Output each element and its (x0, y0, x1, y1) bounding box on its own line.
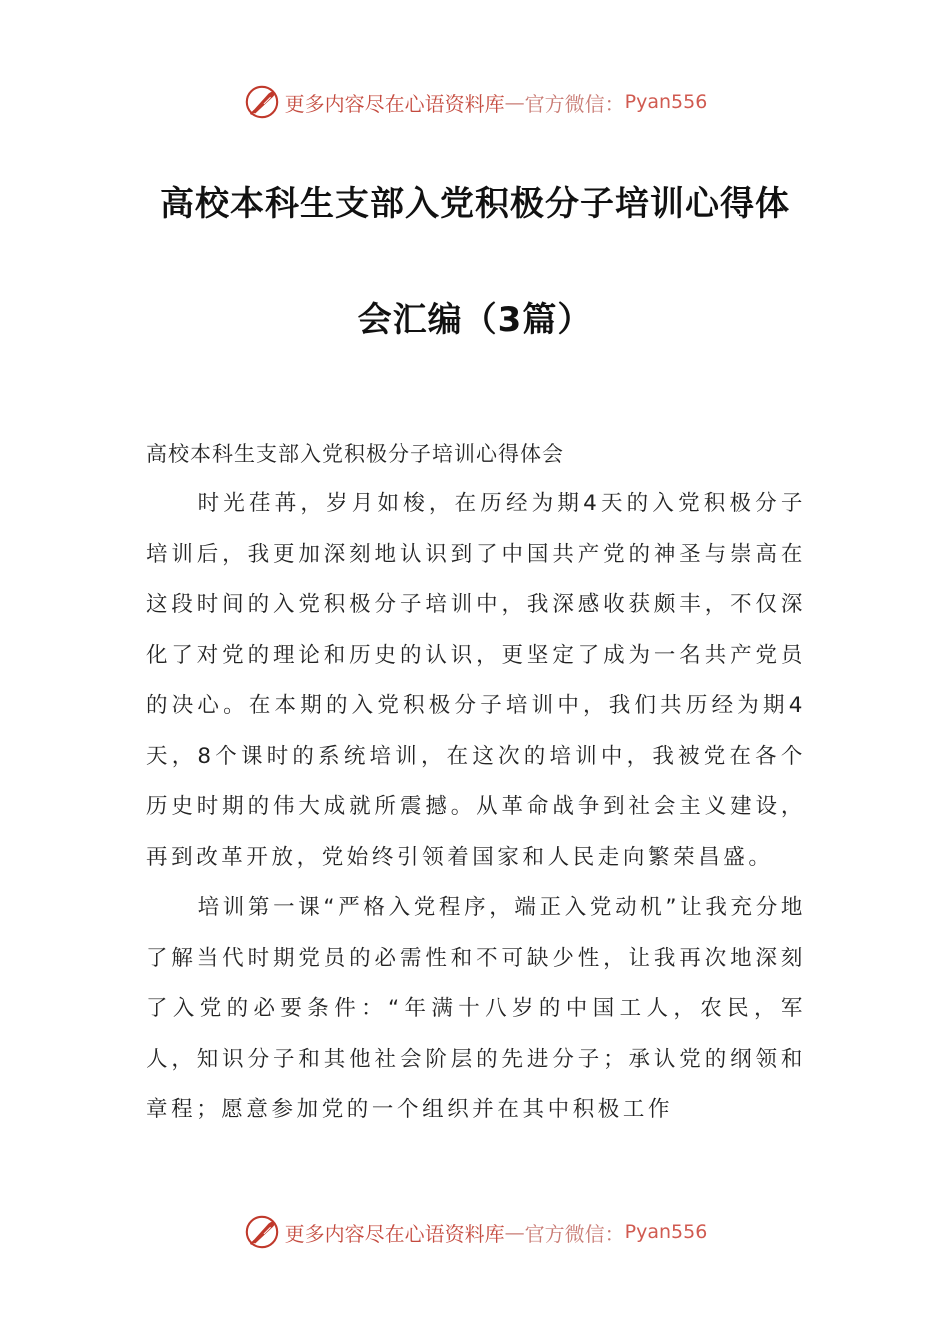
body-paragraph: 培训第一课“严格入党程序，端正入党动机”让我充分地了解当代时期党员的必需性和不可缺少性，让我再次地深刻了入党的必要条件：“年满十八岁的中国工人，农民，军人，知识分子和其他社会阶层的先进分子；承认党的纲领和章程；愿意参加党的一个组织并在其中积极工作 (146, 895, 806, 1122)
watermark-label: 官方微信： (524, 1221, 625, 1246)
watermark-main-text: 更多内容尽在心语资料库 (284, 91, 505, 116)
watermark-wechat-id: Pyan556 (624, 91, 708, 113)
quill-logo-icon (243, 1213, 281, 1251)
document-title-line-1: 高校本科生支部入党积极分子培训心得体 (160, 184, 790, 224)
watermark-separator: — (504, 90, 525, 114)
watermark-separator: — (504, 1220, 525, 1244)
body-paragraph: 时光荏苒，岁月如梭，在历经为期4天的入党积极分子培训后，我更加深刻地认识到了中国共产党的神圣与崇高在这段时间的入党积极分子培训中，我深感收获颇丰，不仅深化了对党的理论和历史的认识，更坚定了成为一名共产党员的决心。在本期的入党积极分子培训中，我们共历经为期4天，8个课时的系统培训，在这次的培训中，我被党在各个历史时期的伟大成就所震撼。从革命战争到社会主义建设，再到改革开放，党始终引领着国家和人民走向繁荣昌盛。 (146, 491, 806, 870)
document-title-line-2: 会汇编（3篇） (357, 300, 593, 340)
document-body (146, 479, 806, 1136)
watermark-wechat-id: Pyan556 (624, 1221, 708, 1243)
watermark-main-text: 更多内容尽在心语资料库 (284, 1221, 505, 1246)
document-subtitle: 高校本科生支部入党积极分子培训心得体会 (146, 442, 564, 466)
quill-logo-icon (243, 83, 281, 121)
footer-watermark (0, 1212, 950, 1252)
watermark-label: 官方微信： (524, 91, 625, 116)
header-watermark (0, 82, 950, 122)
